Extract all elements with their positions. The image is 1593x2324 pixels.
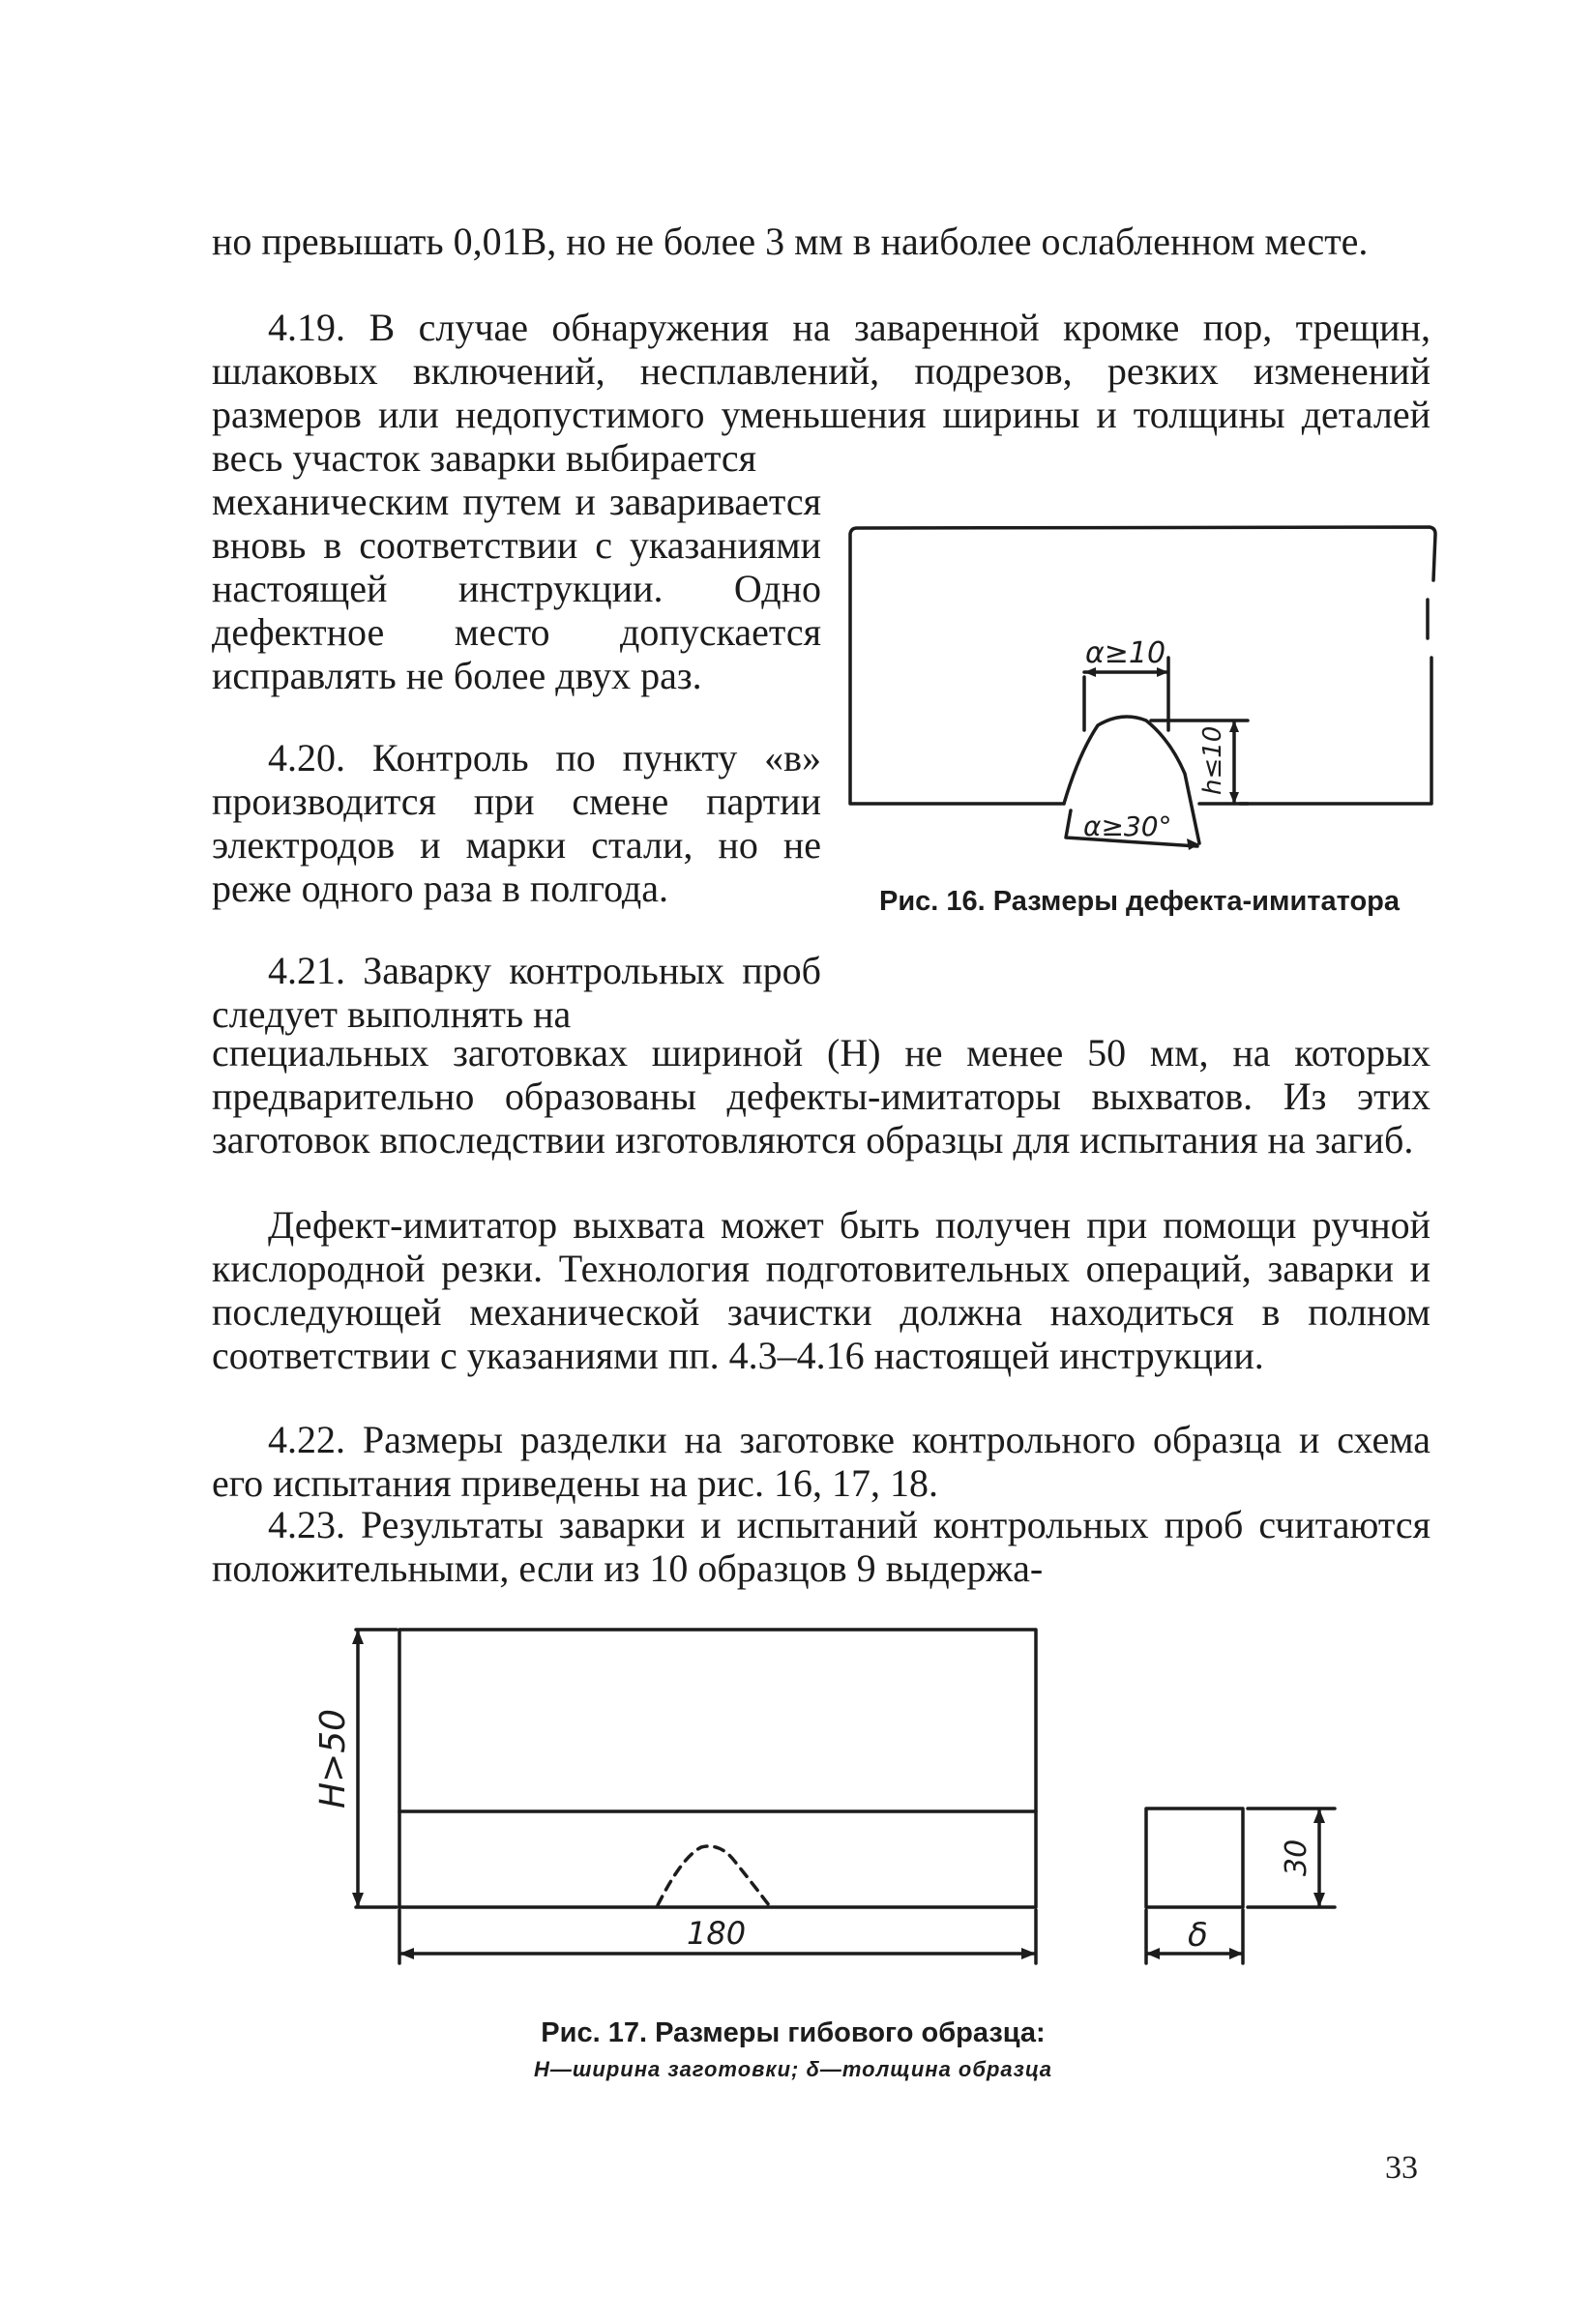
defect-hidden-contour	[658, 1846, 769, 1905]
page-number: 33	[1385, 2150, 1418, 2186]
specimen-cross-section	[1146, 1809, 1243, 1907]
specimen-blank-outline	[399, 1630, 1036, 1907]
figure-16-caption: Рис. 16. Размеры дефекта-имитатора	[878, 886, 1400, 917]
paragraph-continuation: но превышать 0,01B, но не более 3 мм в наиболее ослабленном месте.	[212, 220, 1369, 263]
paragraph-4-21: 4.21. Заварку контрольных проб следует выполнять на	[212, 949, 821, 1036]
paragraph-4-22: 4.22. Размеры разделки на заготовке контрольного образца и схема его испытания приведены на рис. 16, 17, 18.	[212, 1418, 1431, 1505]
blank-height-label: H>50	[313, 1708, 353, 1809]
figure-17-subcaption: H—ширина заготовки; δ—толщина образца	[533, 2057, 1053, 2081]
paragraph-defect-imitator: Дефект-имитатор выхвата может быть получен при помощи ручной кислородной резки. Технология подготовительных операций, заварки и последующей механической зачистки должна находиться в полном соответствии с указаниями пп. 4.3–4.16 настоящей инструкции.	[212, 1203, 1431, 1377]
section-height-label: 30	[1280, 1839, 1313, 1876]
figure-17-caption: Рис. 17. Размеры гибового образца:	[541, 2017, 1046, 2048]
defect-width-label: α≥10	[1085, 636, 1166, 670]
section-thickness-label: δ	[1188, 1916, 1208, 1955]
paragraph-4-21-continued: специальных заготовках шириной (H) не менее 50 мм, на которых предварительно образованы дефекты-имитаторы выхватов. Из этих заготовок впоследствии изготовляются образцы для испытания на загиб.	[212, 1031, 1431, 1162]
defect-angle-label: α≥30°	[1083, 810, 1172, 842]
paragraph-4-19-continued: механическим путем и заваривается вновь в соответствии с указаниями настоящей инструкции. Одно дефектное место допускается исправлять не более двух раз.	[212, 480, 821, 697]
defect-height-label: h≤10	[1198, 725, 1227, 795]
dimension-H	[356, 1630, 397, 1907]
paragraph-4-19: 4.19. В случае обнаружения на заваренной кромке пор, трещин, шлаковых включений, несплавлений, подрезов, резких изменений размеров или недопустимого уменьшения ширины и толщины деталей весь участок заварки выбирается	[212, 306, 1431, 480]
paragraph-4-20: 4.20. Контроль по пункту «в» производится при смене партии электродов и марки стали, но не реже одного раза в полгода.	[212, 736, 821, 910]
paragraph-4-23: 4.23. Результаты заварки и испытаний контрольных проб считаются положительными, если из 10 образцов 9 выдержа-	[212, 1503, 1431, 1590]
blank-length-label: 180	[687, 1915, 747, 1952]
